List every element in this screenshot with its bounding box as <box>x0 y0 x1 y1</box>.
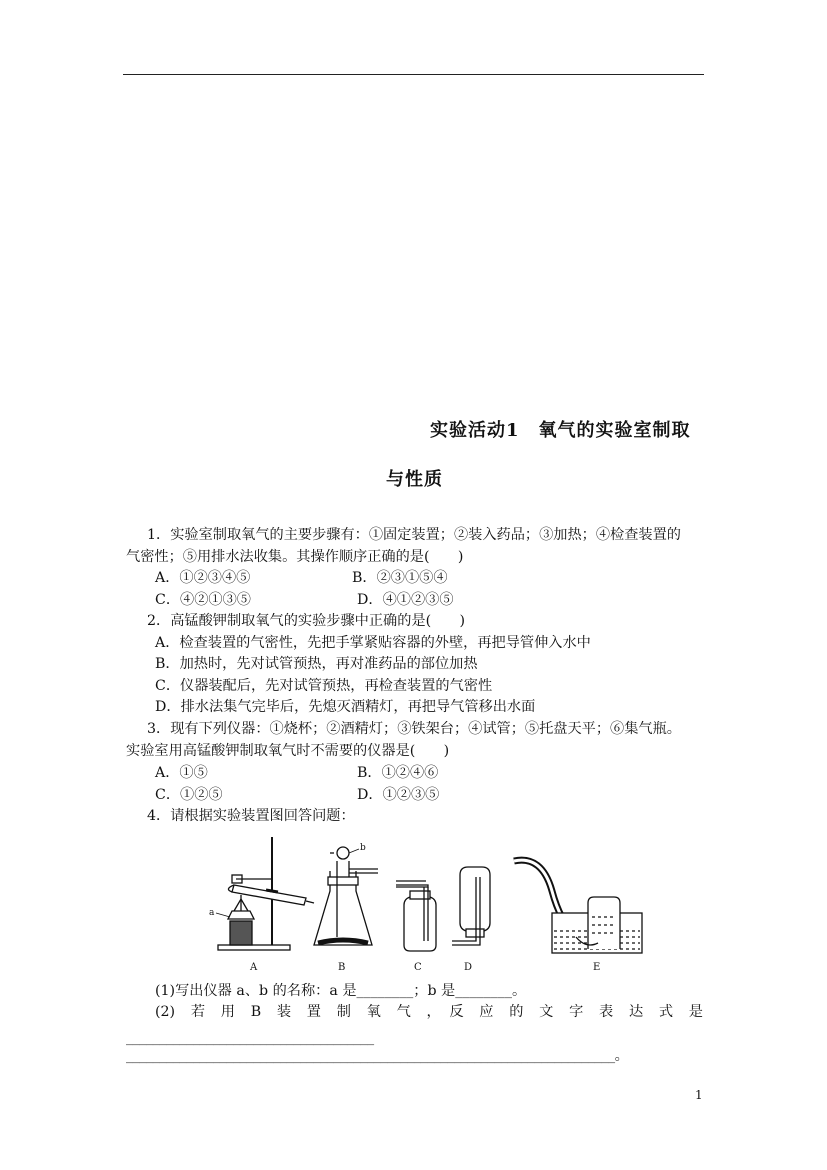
title-line-1: 实验活动1 氧气的实验室制取 <box>430 420 691 441</box>
q4-sub1: (1)写出仪器 a、b 的名称：a 是________；b 是________。 <box>155 983 527 999</box>
q1-option-a: A．①②③④⑤ <box>155 570 251 586</box>
label-a: a <box>209 908 215 918</box>
q1-stem-line2: 气密性；⑤用排水法收集。其操作顺序正确的是( ) <box>126 549 464 565</box>
q2-stem: 2．高锰酸钾制取氧气的实验步骤中正确的是( ) <box>147 613 466 629</box>
q4-answer-blank-2: _________________________________________________________________________。 <box>126 1048 629 1064</box>
apparatus-d <box>452 867 490 945</box>
q2-option-b: B．加热时，先对试管预热，再对准药品的部位加热 <box>155 656 478 672</box>
q4-sub2: (2) 若 用 B 装 置 制 氧 气 ， 反 应 的 文 字 表 达 式 是 <box>155 1004 703 1020</box>
q2-option-d: D．排水法集气完毕后，先熄灭酒精灯，再把导气管移出水面 <box>155 699 536 715</box>
apparatus-e <box>514 860 642 953</box>
q3-option-b: B．①②④⑥ <box>357 765 439 781</box>
q2-option-a: A．检查装置的气密性，先把手掌紧贴容器的外壁，再把导管伸入水中 <box>155 635 591 651</box>
q1-option-c: C．④②①③⑤ <box>155 592 251 608</box>
q1-option-b: B．②③①⑤④ <box>352 570 448 586</box>
q3-stem-line2: 实验室用高锰酸钾制取氧气时不需要的仪器是( ) <box>126 743 450 759</box>
q3-option-c: C．①②⑤ <box>155 787 223 803</box>
q1-option-d: D．④①②③⑤ <box>357 592 454 608</box>
q1-stem-line1: 1．实验室制取氧气的主要步骤有：①固定装置；②装入药品；③加热；④检查装置的 <box>147 527 681 543</box>
q4-answer-blank-1: _____________________________________ <box>126 1030 374 1046</box>
q2-option-c: C．仪器装配后，先对试管预热，再检查装置的气密性 <box>155 678 493 694</box>
apparatus-c <box>396 881 436 951</box>
apparatus-figure <box>206 833 652 975</box>
q3-option-d: D．①②③⑤ <box>357 787 440 803</box>
label-B: B <box>338 962 346 973</box>
title-line-2: 与性质 <box>386 469 443 490</box>
q4-stem: 4．请根据实验装置图回答问题： <box>147 808 355 824</box>
label-C: C <box>414 962 422 973</box>
label-b: b <box>360 843 366 853</box>
apparatus-a <box>209 837 314 950</box>
q3-option-a: A．①⑤ <box>155 765 208 781</box>
apparatus-b <box>314 843 378 945</box>
label-A: A <box>250 962 258 973</box>
header-rule <box>123 74 704 75</box>
label-E: E <box>593 962 601 973</box>
label-D: D <box>464 962 473 973</box>
q3-stem-line1: 3．现有下列仪器：①烧杯；②酒精灯；③铁架台；④试管；⑤托盘天平；⑥集气瓶。 <box>147 721 681 737</box>
page-number: 1 <box>695 1088 703 1102</box>
